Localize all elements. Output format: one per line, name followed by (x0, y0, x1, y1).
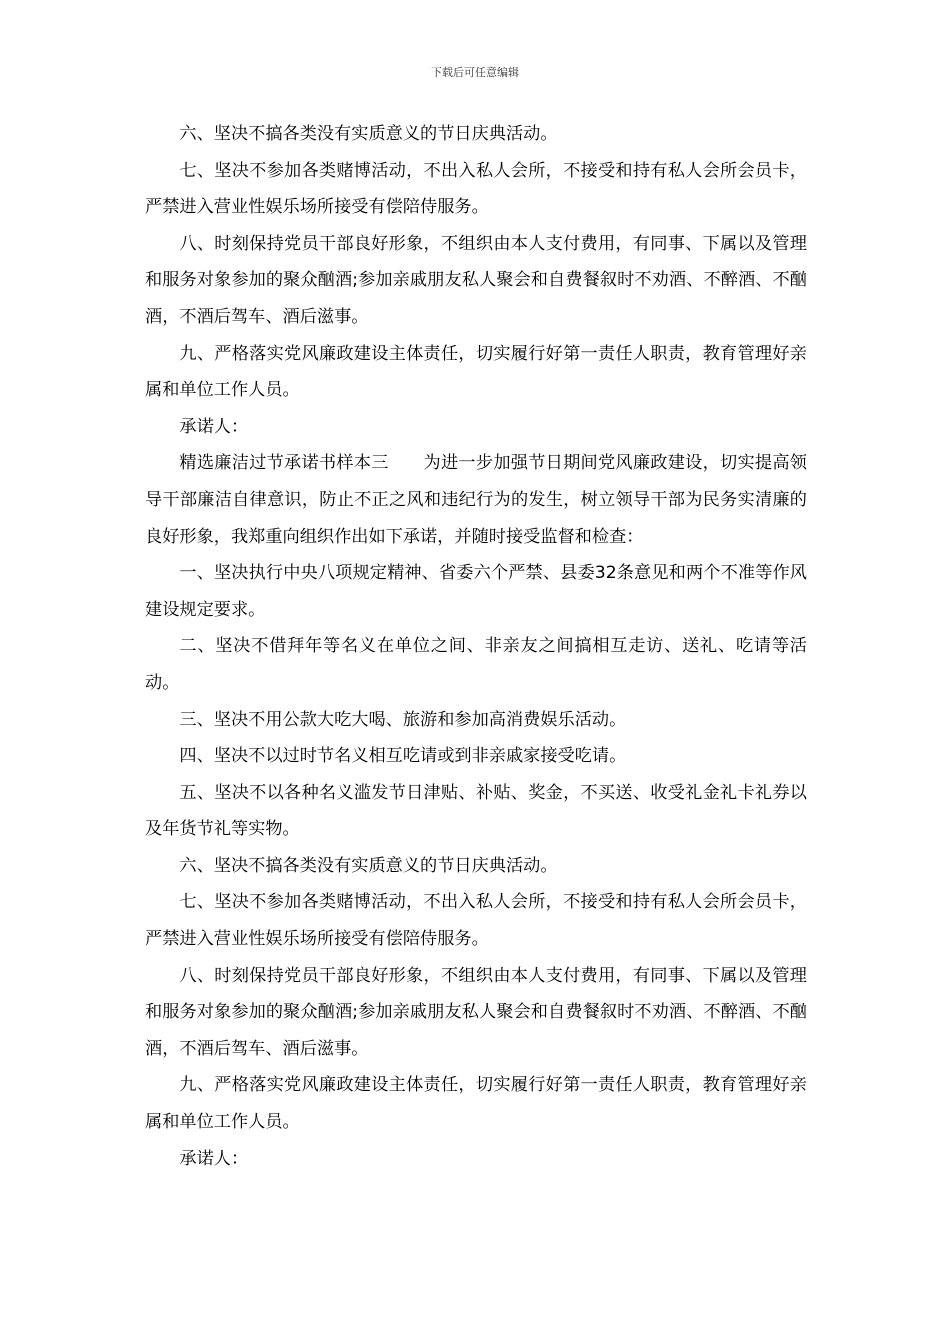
paragraph-item-9b: 九、严格落实党风廉政建设主体责任，切实履行好第一责任人职责，教育管理好亲属和单位工作人员。 (145, 1075, 807, 1133)
signatory-label: 承诺人： (179, 416, 249, 437)
signatory-label-b: 承诺人： (179, 1148, 249, 1169)
paragraph-item-8: 八、时刻保持党员干部良好形象，不组织由本人支付费用，有同事、下属以及管理和服务对象参加的聚众酗酒;参加亲戚朋友私人聚会和自费餐叙时不劝酒、不醉酒、不酗酒，不酒后驾车、酒后滋事。 (145, 233, 807, 327)
paragraph-item-7: 七、坚决不参加各类赌博活动，不出入私人会所，不接受和持有私人会所会员卡，严禁进入营业性娱乐场所接受有偿陪侍服务。 (145, 160, 807, 218)
paragraph-item-3: 三、坚决不用公款大吃大喝、旅游和参加高消费娱乐活动。 (179, 709, 627, 730)
paragraph-item-5: 五、坚决不以各种名义滥发节日津贴、补贴、奖金，不买送、收受礼金礼卡礼券以及年货节礼等实物。 (145, 782, 807, 840)
paragraph-item-1: 一、坚决执行中央八项规定精神、省委六个严禁、县委32条意见和两个不准等作风建设规定要求。 (145, 563, 807, 620)
paragraph-item-8b: 八、时刻保持党员干部良好形象，不组织由本人支付费用，有同事、下属以及管理和服务对象参加的聚众酗酒;参加亲戚朋友私人聚会和自费餐叙时不劝酒、不醉酒、不酗酒，不酒后驾车、酒后滋事。 (145, 965, 807, 1059)
paragraph-item-6b: 六、坚决不搞各类没有实质意义的节日庆典活动。 (179, 855, 558, 876)
paragraph-item-9: 九、严格落实党风廉政建设主体责任，切实履行好第一责任人职责，教育管理好亲属和单位工作人员。 (145, 343, 807, 401)
paragraph-item-2: 二、坚决不借拜年等名义在单位之间、非亲友之间搞相互走访、送礼、吃请等活动。 (145, 636, 807, 693)
paragraph-item-4: 四、坚决不以过时节名义相互吃请或到非亲戚家接受吃请。 (179, 746, 627, 767)
section-intro-paragraph: 精选廉洁过节承诺书样本三 为进一步加强节日期间党风廉政建设，切实提高领导干部廉洁自律意识，防止不正之风和违纪行为的发生，树立领导干部为民务实清廉的良好形象，我郑重向组织作出如下承诺，并随时接受监督和检查： (145, 453, 807, 547)
paragraph-item-7b: 七、坚决不参加各类赌博活动，不出入私人会所，不接受和持有私人会所会员卡，严禁进入营业性娱乐场所接受有偿陪侍服务。 (145, 892, 807, 950)
document-body (145, 116, 807, 1177)
paragraph-item-6: 六、坚决不搞各类没有实质意义的节日庆典活动。 (179, 124, 558, 144)
page-header: 下载后可任意编辑 (431, 66, 519, 79)
